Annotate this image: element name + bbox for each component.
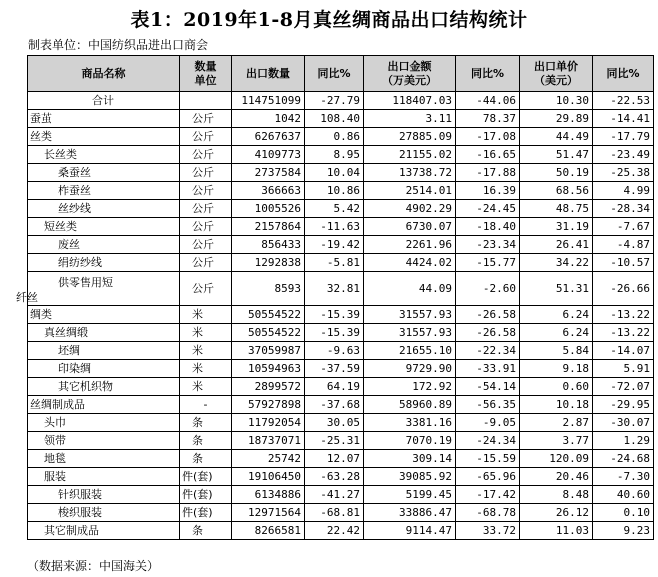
table-row [28,92,654,110]
cell-amount: 44.09 [364,272,456,306]
cell-unit: - [180,396,232,414]
hunit-line2: 单位 [194,73,217,87]
table-row [28,468,654,486]
cell-price: 9.18 [520,360,593,378]
header-amount-yoy: 同比% [456,56,520,92]
cell-amount-yoy: -23.34 [456,236,520,254]
cell-qty-yoy: -15.39 [305,306,364,324]
cell-amount-yoy: -68.78 [456,504,520,522]
cell-qty-yoy: -63.28 [305,468,364,486]
cell-price-yoy: 0.10 [593,504,654,522]
cell-qty: 25742 [232,450,305,468]
table-row [28,432,654,450]
cell-amount-yoy: -17.08 [456,128,520,146]
cell-qty: 4109773 [232,146,305,164]
cell-price: 5.84 [520,342,593,360]
cell-amount: 2514.01 [364,182,456,200]
table-row [28,450,654,468]
cell-price-yoy: -23.49 [593,146,654,164]
cell-qty: 8593 [232,272,305,306]
table-body [16,92,654,540]
cell-qty: 1292838 [232,254,305,272]
cell-qty-yoy: -37.68 [305,396,364,414]
cell-price-yoy: -10.57 [593,254,654,272]
cell-qty: 57927898 [232,396,305,414]
cell-name: 柞蚕丝 [28,182,180,200]
cell-qty: 18737071 [232,432,305,450]
hprice-line2: （美元） [534,73,578,87]
cell-qty: 11792054 [232,414,305,432]
cell-qty-yoy: 10.04 [305,164,364,182]
cell-price: 50.19 [520,164,593,182]
cell-amount: 5199.45 [364,486,456,504]
cell-name: 针织服装 [28,486,180,504]
cell-price: 10.30 [520,92,593,110]
cell-amount-yoy: -24.34 [456,432,520,450]
cell-price: 31.19 [520,218,593,236]
cell-price-yoy: 1.29 [593,432,654,450]
cell-name: 蚕茧 [28,110,180,128]
cell-unit: 件(套) [180,486,232,504]
cell-unit: 米 [180,306,232,324]
header-qty: 出口数量 [232,56,305,92]
cell-price: 51.31 [520,272,593,306]
hprice-line1: 出口单价 [534,59,578,73]
cell-amount-yoy: -15.77 [456,254,520,272]
cell-name: 绢纺纱线 [28,254,180,272]
cell-amount: 172.92 [364,378,456,396]
table-title: 表1：2019年1-8月真丝绸商品出口结构统计 [130,9,528,31]
cell-unit: 公斤 [180,200,232,218]
cell-amount: 4424.02 [364,254,456,272]
cell-amount-yoy: -65.96 [456,468,520,486]
header-amount [364,56,456,92]
cell-unit [180,92,232,110]
cell-qty-yoy: -41.27 [305,486,364,504]
cell-amount: 2261.96 [364,236,456,254]
cell-price-yoy: -30.07 [593,414,654,432]
table-row [28,342,654,360]
cell-unit: 公斤 [180,272,232,306]
cell-price-yoy: -22.53 [593,92,654,110]
cell-unit: 公斤 [180,218,232,236]
table-row [28,110,654,128]
cell-qty: 1005526 [232,200,305,218]
cell-qty: 12971564 [232,504,305,522]
cell-qty-yoy: 8.95 [305,146,364,164]
cell-name: 坯绸 [28,342,180,360]
table-row [28,200,654,218]
cell-unit: 条 [180,414,232,432]
cell-amount-yoy: 78.37 [456,110,520,128]
cell-qty-yoy: 108.40 [305,110,364,128]
cell-qty: 6134886 [232,486,305,504]
cell-amount-yoy: -2.60 [456,272,520,306]
cell-amount: 13738.72 [364,164,456,182]
header-qty-yoy: 同比% [305,56,364,92]
table-row [28,218,654,236]
cell-qty-yoy: -9.63 [305,342,364,360]
cell-qty: 1042 [232,110,305,128]
cell-unit: 米 [180,342,232,360]
table-row [28,146,654,164]
cell-name: 真丝绸缎 [28,324,180,342]
cell-qty-yoy: 5.42 [305,200,364,218]
cell-price-yoy: 5.91 [593,360,654,378]
header-price-yoy: 同比% [593,56,654,92]
cell-price-yoy: 40.60 [593,486,654,504]
cell-unit: 公斤 [180,254,232,272]
cell-qty: 366663 [232,182,305,200]
cell-unit: 公斤 [180,110,232,128]
cell-name: 头巾 [28,414,180,432]
cell-name: 绸类 [28,306,180,324]
cell-name: 服装 [28,468,180,486]
cell-unit: 条 [180,522,232,540]
cell-qty-yoy: -27.79 [305,92,364,110]
cell-qty: 19106450 [232,468,305,486]
cell-price-yoy: -28.34 [593,200,654,218]
cell-qty: 2737584 [232,164,305,182]
cell-price-yoy: -4.87 [593,236,654,254]
table-row [28,236,654,254]
table-row [28,504,654,522]
cell-qty-yoy: -19.42 [305,236,364,254]
cell-amount: 9114.47 [364,522,456,540]
cell-price: 29.89 [520,110,593,128]
cell-name: 丝类 [28,128,180,146]
cell-price-yoy: -14.07 [593,342,654,360]
cell-qty-yoy: -11.63 [305,218,364,236]
cell-qty: 856433 [232,236,305,254]
compiler-line: 制表单位：中国纺织品进出口商会 [28,38,209,52]
source-line: （数据来源：中国海关） [27,559,160,573]
cell-amount: 31557.93 [364,306,456,324]
cell-name: 领带 [28,432,180,450]
header-amount-text [382,60,437,87]
cell-price: 11.03 [520,522,593,540]
cell-qty-yoy: 12.07 [305,450,364,468]
hamount-line2: （万美元） [382,73,437,87]
header-price-text [534,60,578,87]
cell-amount-yoy: -18.40 [456,218,520,236]
cell-qty: 50554522 [232,324,305,342]
cell-amount: 3381.16 [364,414,456,432]
table-row [28,522,654,540]
cell-qty-yoy: -37.59 [305,360,364,378]
cell-qty: 2899572 [232,378,305,396]
table-row [28,306,654,324]
cell-amount-yoy: -15.59 [456,450,520,468]
cell-price-yoy: 9.23 [593,522,654,540]
cell-unit: 公斤 [180,164,232,182]
cell-unit: 公斤 [180,146,232,164]
cell-qty-yoy: 10.86 [305,182,364,200]
cell-price: 34.22 [520,254,593,272]
cell-name: 废丝 [28,236,180,254]
cell-name: 短丝类 [28,218,180,236]
cell-amount: 27885.09 [364,128,456,146]
cell-price: 20.46 [520,468,593,486]
cell-qty: 6267637 [232,128,305,146]
cell-price-yoy: -7.30 [593,468,654,486]
cell-amount: 33886.47 [364,504,456,522]
cell-amount-yoy: -56.35 [456,396,520,414]
cell-amount-yoy: -17.88 [456,164,520,182]
cell-amount: 309.14 [364,450,456,468]
cell-amount-yoy: -54.14 [456,378,520,396]
cell-name: 丝纱线 [28,200,180,218]
header-row [28,56,654,92]
table-row [28,414,654,432]
cell-price: 6.24 [520,324,593,342]
cell-qty: 114751099 [232,92,305,110]
cell-qty: 8266581 [232,522,305,540]
cell-name [16,272,180,306]
table-row [28,128,654,146]
cell-amount-yoy: -26.58 [456,324,520,342]
cell-amount: 9729.90 [364,360,456,378]
cell-price: 26.12 [520,504,593,522]
cell-qty-yoy: -25.31 [305,432,364,450]
cell-price-yoy: -13.22 [593,306,654,324]
cell-price-yoy: -13.22 [593,324,654,342]
cell-amount: 6730.07 [364,218,456,236]
table-row [28,360,654,378]
header-price [520,56,593,92]
cell-amount-yoy: -9.05 [456,414,520,432]
cell-qty-yoy: 32.81 [305,272,364,306]
cell-price-yoy: -17.79 [593,128,654,146]
hamount-line1: 出口金额 [387,59,432,73]
cell-name: 其它制成品 [28,522,180,540]
cell-amount: 3.11 [364,110,456,128]
cell-amount: 31557.93 [364,324,456,342]
cell-price: 3.77 [520,432,593,450]
table-row [28,324,654,342]
cell-amount-yoy: 33.72 [456,522,520,540]
cell-unit: 米 [180,378,232,396]
cell-qty-yoy: 0.86 [305,128,364,146]
cell-price: 10.18 [520,396,593,414]
cell-amount: 4902.29 [364,200,456,218]
cell-name: 梭织服装 [28,504,180,522]
hunit-line1: 数量 [194,59,217,73]
cell-name: 长丝类 [28,146,180,164]
cell-amount: 21155.02 [364,146,456,164]
cell-amount-yoy: -22.34 [456,342,520,360]
cell-amount: 118407.03 [364,92,456,110]
cell-qty: 10594963 [232,360,305,378]
cell-name: 合计 [28,92,180,110]
cell-price: 2.87 [520,414,593,432]
cell-unit: 公斤 [180,236,232,254]
cell-price-yoy: -26.66 [593,272,654,306]
cell-amount-yoy: 16.39 [456,182,520,200]
cell-qty-yoy: 30.05 [305,414,364,432]
cell-price: 68.56 [520,182,593,200]
cell-price-yoy: 4.99 [593,182,654,200]
cell-qty-yoy: 64.19 [305,378,364,396]
cell-amount-yoy: -33.91 [456,360,520,378]
table-row [28,396,654,414]
cell-unit: 条 [180,450,232,468]
table-row [28,272,654,306]
table-row [28,164,654,182]
cell-price-yoy: -24.68 [593,450,654,468]
cell-price: 6.24 [520,306,593,324]
cell-name: 地毯 [28,450,180,468]
cell-price: 51.47 [520,146,593,164]
cell-qty-yoy: -5.81 [305,254,364,272]
cell-name: 丝绸制成品 [28,396,180,414]
cell-amount: 21655.10 [364,342,456,360]
header-unit-text [195,60,217,87]
cell-qty: 2157864 [232,218,305,236]
cell-name: 印染绸 [28,360,180,378]
cell-qty-yoy: -15.39 [305,324,364,342]
cell-price: 48.75 [520,200,593,218]
cell-price-yoy: -14.41 [593,110,654,128]
cell-unit: 件(套) [180,504,232,522]
cell-unit: 件(套) [180,468,232,486]
cell-qty: 50554522 [232,306,305,324]
cell-qty: 37059987 [232,342,305,360]
cell-name: 其它机织物 [28,378,180,396]
cell-price: 0.60 [520,378,593,396]
cell-unit: 米 [180,324,232,342]
cell-unit: 公斤 [180,128,232,146]
table-row [28,182,654,200]
table-row [28,378,654,396]
cell-amount-yoy: -24.45 [456,200,520,218]
cell-name-line2: 纤丝 [16,291,38,304]
cell-price-yoy: -25.38 [593,164,654,182]
cell-amount-yoy: -26.58 [456,306,520,324]
cell-amount: 39085.92 [364,468,456,486]
table-row [28,254,654,272]
table-row [28,486,654,504]
header-name: 商品名称 [28,56,180,92]
cell-price: 44.49 [520,128,593,146]
header-unit [180,56,232,92]
cell-price: 8.48 [520,486,593,504]
export-structure-table [16,55,654,540]
cell-price: 120.09 [520,450,593,468]
cell-unit: 条 [180,432,232,450]
cell-price-yoy: -72.07 [593,378,654,396]
cell-unit: 米 [180,360,232,378]
cell-price: 26.41 [520,236,593,254]
cell-name: 桑蚕丝 [28,164,180,182]
cell-amount: 7070.19 [364,432,456,450]
cell-amount-yoy: -44.06 [456,92,520,110]
cell-qty-yoy: 22.42 [305,522,364,540]
cell-amount: 58960.89 [364,396,456,414]
cell-qty-yoy: -68.81 [305,504,364,522]
cell-price-yoy: -29.95 [593,396,654,414]
cell-name-line1: 供零售用短 [58,276,113,289]
cell-amount-yoy: -16.65 [456,146,520,164]
cell-unit: 公斤 [180,182,232,200]
cell-amount-yoy: -17.42 [456,486,520,504]
cell-price-yoy: -7.67 [593,218,654,236]
